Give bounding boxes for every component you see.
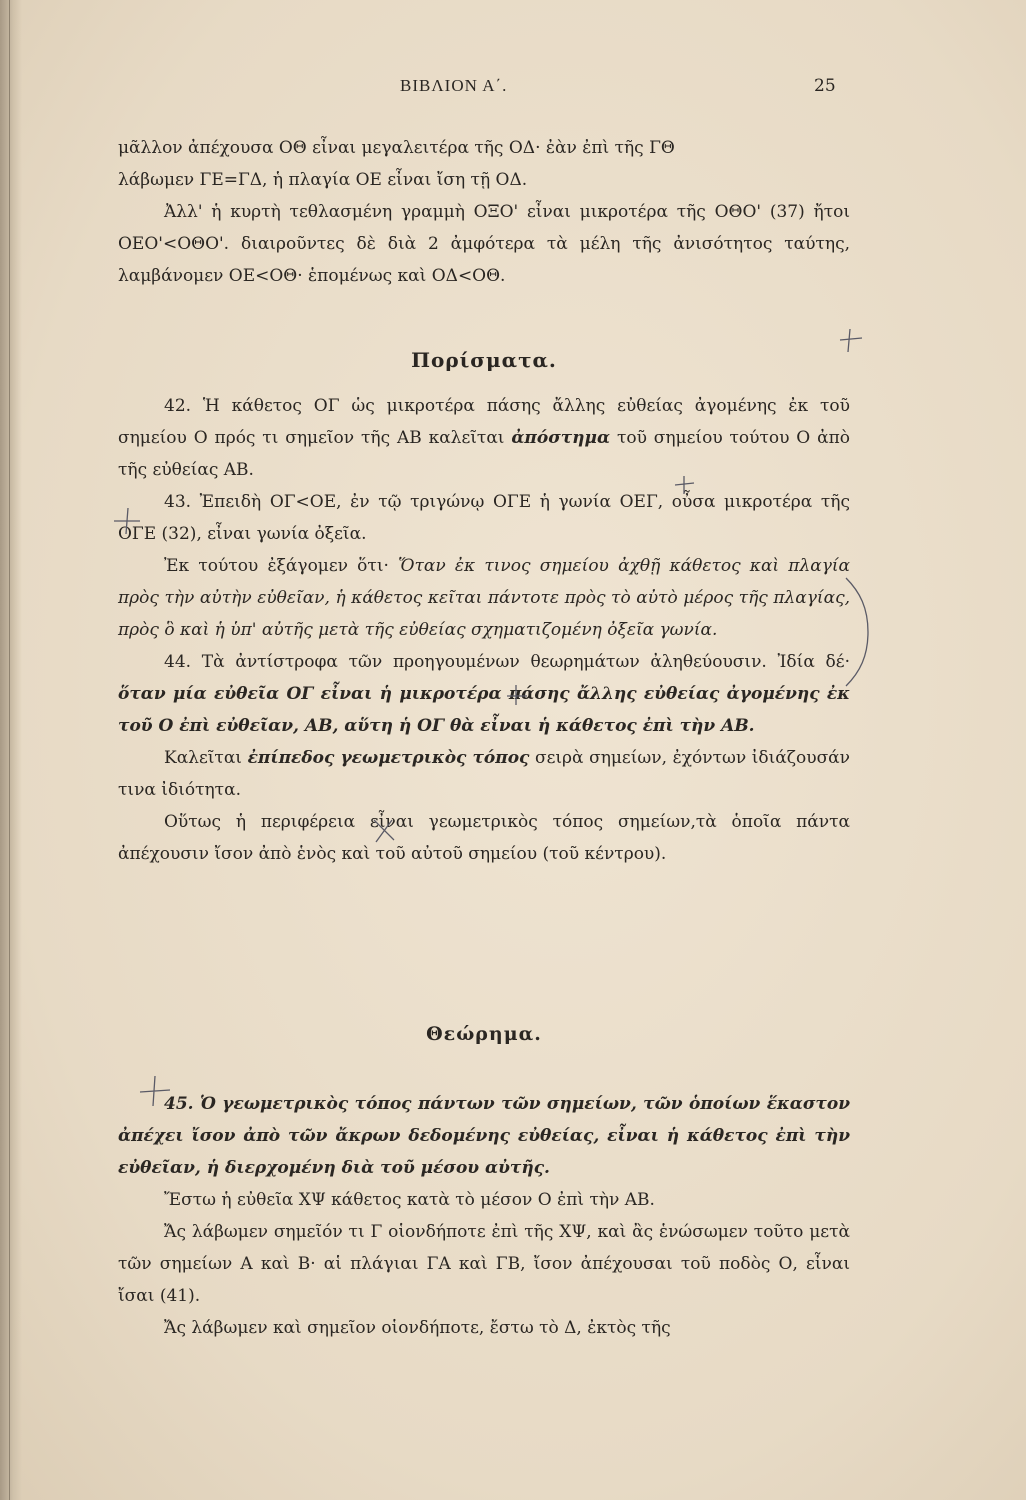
paragraph-circle-example: Οὕτως ἡ περιφέρεια εἶναι γεωμετρικὸς τόπος σημείων,τὰ ὁποῖα πάντα ἀπέχουσιν ἴσον ἀπὸ ἑνὸς καὶ τοῦ αὐτοῦ σημείου (τοῦ κέντρου). [118, 812, 850, 864]
pencil-cross-mark-icon [504, 682, 530, 708]
porismata-section [118, 340, 850, 870]
pencil-cross-mark-icon [836, 326, 866, 356]
paragraph-text: Ἐκ τούτου ἐξάγομεν ὅτι· [164, 556, 389, 576]
term-apostima: ἀπόστημα [511, 428, 611, 448]
theorem-45-statement: 45. Ὁ γεωμετρικὸς τόπος πάντων τῶν σημείων, τῶν ὁποίων ἕκαστον ἀπέχει ἴσον ἀπὸ τῶν ἄκρων δεδομένης εὐθείας, εἶναι ἡ κάθετος ἐπὶ τὴν εὐθεῖαν, ἡ διερχομένη διὰ τοῦ μέσου αὐτῆς. [118, 1094, 850, 1178]
paragraph-locus-definition [118, 742, 850, 806]
running-head: ΒΙΒΛΙΟΝ Α΄. [400, 76, 508, 95]
paragraph-43: 43. Ἐπειδὴ ΟΓ<ΟΕ, ἐν τῷ τριγώνῳ ΟΓΕ ἡ γωνία ΟΕΓ, οὖσα μικροτέρα τῆς ΟΓΕ (32), εἶναι γωνία ὀξεῖα. [118, 492, 850, 544]
paragraph-text: Καλεῖται [164, 748, 242, 768]
theorem-section [118, 1018, 850, 1344]
paragraph-proof-step: Ἄς λάβωμεν σημεῖόν τι Γ οἱονδήποτε ἐπὶ τῆς ΧΨ, καὶ ἂς ἑνώσωμεν τοῦτο μετὰ τῶν σημείων Α καὶ Β· αἱ πλάγιαι ΓΑ καὶ ΓΒ, ἴσον ἀπέχουσαι τοῦ ποδὸς Ο, εἶναι ἴσαι (41). [118, 1222, 850, 1306]
pencil-cross-mark-icon [138, 1074, 172, 1108]
paragraph: Ἀλλ' ἡ κυρτὴ τεθλασμένη γραμμὴ ΟΞΟ' εἶναι μικροτέρα τῆς ΟΘΟ' (37) ἤτοι ΟΕΟ'<ΟΘΟ'. διαιροῦντες δὲ διὰ 2 ἀμφότερα τὰ μέλη τῆς ἀνισότητος ταύτης, λαμβάνομεν ΟΕ<ΟΘ· ἑπομένως καὶ ΟΔ<ΟΘ. [118, 202, 850, 286]
pencil-margin-bracket-icon [842, 572, 878, 692]
page-number: 25 [814, 76, 836, 96]
paragraph-42 [118, 390, 850, 486]
corollary-statement: Ὅταν ἐκ τινος σημείου ἀχθῇ κάθετος καὶ πλαγία πρὸς τὴν αὐτὴν εὐθεῖαν, ἡ κάθετος κεῖται πάντοτε πρὸς τὸ αὐτὸ μέρος τῆς πλαγίας, πρὸς ὃ καὶ ἡ ὑπ' αὐτῆς μετὰ τῆς εὐθείας σχηματιζομένη ὀξεῖα γωνία. [118, 556, 851, 640]
page-binding-shadow [0, 0, 22, 1500]
binding-edge [9, 0, 10, 1500]
page-header [0, 76, 1026, 106]
paragraph-44 [118, 646, 850, 742]
paragraph-proof-step: Ἄς λάβωμεν καὶ σημεῖον οἱονδήποτε, ἔστω τὸ Δ, ἐκτὸς τῆς [164, 1318, 671, 1338]
section-heading-theorem: Θεώρημα. [426, 1023, 542, 1045]
pencil-cross-mark-icon [370, 816, 398, 844]
paragraph-text: τοῦ σημείου τούτου Ο ἀπὸ τῆς εὐθείας ΑΒ. [118, 428, 850, 480]
paragraph-text: 42. Ἡ κάθετος ΟΓ ὡς μικροτέρα πάσης ἄλλης εὐθείας ἀγομένης ἐκ τοῦ σημείου Ο πρός τι σημεῖον τῆς ΑΒ καλεῖται [118, 396, 850, 448]
pencil-cross-mark-icon [112, 506, 142, 536]
paragraph-text: σειρὰ σημείων, ἐχόντων ἰδιάζουσάν τινα ἰδιότητα. [118, 748, 850, 800]
pencil-cross-mark-icon [672, 472, 698, 498]
section-heading-porismata: Πορίσματα. [411, 348, 557, 372]
term-geometric-locus: ἐπίπεδος γεωμετρικὸς τόπος [247, 748, 530, 768]
paragraph-proof-setup: Ἔστω ἡ εὐθεῖα ΧΨ κάθετος κατὰ τὸ μέσον Ο ἐπὶ τὴν ΑΒ. [164, 1190, 655, 1210]
text-line: λάβωμεν ΓΕ=ΓΔ, ἡ πλαγία ΟΕ εἶναι ἴση τῇ ΟΔ. [118, 170, 528, 190]
converse-statement: ὅταν μία εὐθεῖα ΟΓ εἶναι ἡ μικροτέρα πάσης ἄλλης εὐθείας ἀγομένης ἐκ τοῦ Ο ἐπὶ εὐθεῖαν, ΑΒ, αὕτη ἡ ΟΓ θὰ εἶναι ἡ κάθετος ἐπὶ τὴν ΑΒ. [118, 684, 850, 736]
paragraph-43-corollary [118, 550, 850, 646]
proof-continuation [118, 132, 850, 292]
paragraph-text: 44. Τὰ ἀντίστροφα τῶν προηγουμένων θεωρημάτων ἀληθεύουσιν. Ἰδία δέ· [164, 652, 850, 672]
text-line: μᾶλλον ἀπέχουσα ΟΘ εἶναι μεγαλειτέρα τῆς ΟΔ· ἐὰν ἐπὶ τῆς ΓΘ [118, 138, 675, 158]
